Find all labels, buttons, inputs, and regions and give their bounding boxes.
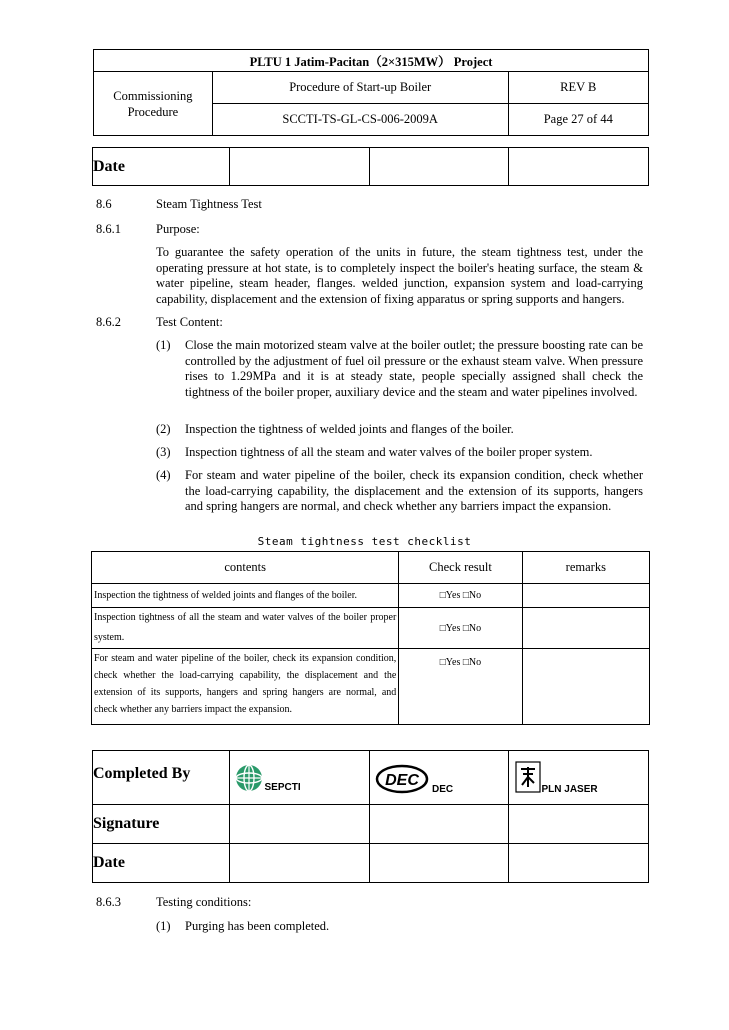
item-number: (1) bbox=[156, 919, 171, 933]
org-name: DEC bbox=[431, 784, 454, 795]
org-cell-sepcti bbox=[230, 751, 370, 805]
doc-title: Procedure of Start-up Boiler bbox=[212, 72, 508, 104]
item-text: Inspection tightness of all the steam and water valves of the boiler proper system. bbox=[185, 445, 593, 459]
item-text: Purging has been completed. bbox=[185, 919, 330, 933]
doc-code: SCCTI-TS-GL-CS-006-2009A bbox=[212, 104, 508, 136]
section-number: 8.6.2 bbox=[96, 315, 121, 329]
column-header: Check result bbox=[399, 552, 522, 584]
remarks-cell[interactable] bbox=[522, 584, 649, 608]
column-header: contents bbox=[92, 552, 399, 584]
table-row bbox=[92, 584, 650, 608]
project-title: PLTU 1 Jatim-Pacitan（2×315MW） Project bbox=[94, 50, 649, 72]
date-cell[interactable] bbox=[509, 148, 649, 186]
org-name: SEPCTI bbox=[264, 782, 301, 793]
revision: REV B bbox=[508, 72, 648, 104]
signature-cell[interactable] bbox=[509, 805, 649, 844]
section-title: Steam Tightness Test bbox=[156, 197, 262, 211]
purpose-paragraph: To guarantee the safety operation of the units in future, the steam tightness test, under the operating pressure at hot state, is to completely inspect the boiler's heating surface, the steam & water pipeline, steam header, flanges. welded junction, expansion system and load-carrying capability, displacement and the extension of fixing apparatus or spring supports and hangers. bbox=[156, 245, 643, 306]
org-name: PLN JASER bbox=[541, 784, 598, 795]
column-header: remarks bbox=[522, 552, 649, 584]
remarks-cell[interactable] bbox=[522, 608, 649, 649]
remarks-cell[interactable] bbox=[522, 649, 649, 725]
doc-type: Commissioning Procedure bbox=[94, 72, 213, 136]
signature-label: Signature bbox=[93, 805, 230, 844]
org-cell-pln bbox=[509, 751, 649, 805]
date-label: Date bbox=[93, 148, 230, 186]
signature-cell[interactable] bbox=[230, 805, 370, 844]
section-title: Test Content: bbox=[156, 315, 223, 329]
item-text: Close the main motorized steam valve at the boiler outlet; the pressure boosting rate can be controlled by the adjustment of fuel oil pressure or the exhaust steam valve. When pressure rises to 1.29MPa and it is at steady state, people specially assigned shall check the tightness of the boiler proper, auxiliary device and the steam and water pipelines involved. bbox=[185, 338, 643, 399]
document-header bbox=[93, 49, 649, 136]
sepcti-logo-icon bbox=[234, 763, 264, 793]
check-result[interactable]: □Yes □No bbox=[399, 584, 522, 608]
row-content: For steam and water pipeline of the boiler, check its expansion condition, check whether the load-carrying capability, the displacement and the extension of its supports, hangers and spring hangers are normal, and check whether any barriers impact the expansion. bbox=[92, 649, 399, 725]
page-number: Page 27 of 44 bbox=[508, 104, 648, 136]
signoff-table bbox=[92, 750, 649, 883]
table-row bbox=[92, 608, 650, 649]
check-result[interactable]: □Yes □No bbox=[399, 608, 522, 649]
item-text: For steam and water pipeline of the boiler, check its expansion condition, check whether the load-carrying capability, the displacement and the extension of its supports, hangers and spring hangers are normal, and check whether any barriers impact the expansion. bbox=[185, 468, 643, 513]
check-result[interactable]: □Yes □No bbox=[399, 649, 522, 725]
date-row-top bbox=[92, 147, 649, 186]
signature-cell[interactable] bbox=[369, 805, 509, 844]
item-text: Inspection the tightness of welded joints and flanges of the boiler. bbox=[185, 422, 514, 436]
dec-logo-icon bbox=[375, 764, 429, 794]
date-label: Date bbox=[93, 844, 230, 883]
table-row bbox=[92, 649, 650, 725]
date-cell[interactable] bbox=[369, 148, 509, 186]
pln-logo-icon bbox=[515, 761, 541, 793]
item-number: (2) bbox=[156, 422, 171, 436]
section-number: 8.6.1 bbox=[96, 222, 121, 236]
date-cell[interactable] bbox=[509, 844, 649, 883]
date-cell[interactable] bbox=[230, 844, 370, 883]
org-cell-dec bbox=[369, 751, 509, 805]
checklist-table bbox=[91, 551, 650, 725]
completed-by-label: Completed By bbox=[93, 751, 230, 805]
item-number: (1) bbox=[156, 338, 171, 352]
date-cell[interactable] bbox=[230, 148, 370, 186]
item-number: (4) bbox=[156, 468, 171, 482]
section-number: 8.6.3 bbox=[96, 895, 121, 909]
checklist-title: Steam tightness test checklist bbox=[257, 535, 472, 548]
row-content: Inspection the tightness of welded joints and flanges of the boiler. bbox=[92, 584, 399, 608]
date-cell[interactable] bbox=[369, 844, 509, 883]
row-content: Inspection tightness of all the steam and water valves of the boiler proper system. bbox=[92, 608, 399, 649]
section-number: 8.6 bbox=[96, 197, 112, 211]
section-title: Testing conditions: bbox=[156, 895, 252, 909]
item-number: (3) bbox=[156, 445, 171, 459]
section-title: Purpose: bbox=[156, 222, 200, 236]
dec-logo-text: DEC bbox=[385, 772, 419, 789]
